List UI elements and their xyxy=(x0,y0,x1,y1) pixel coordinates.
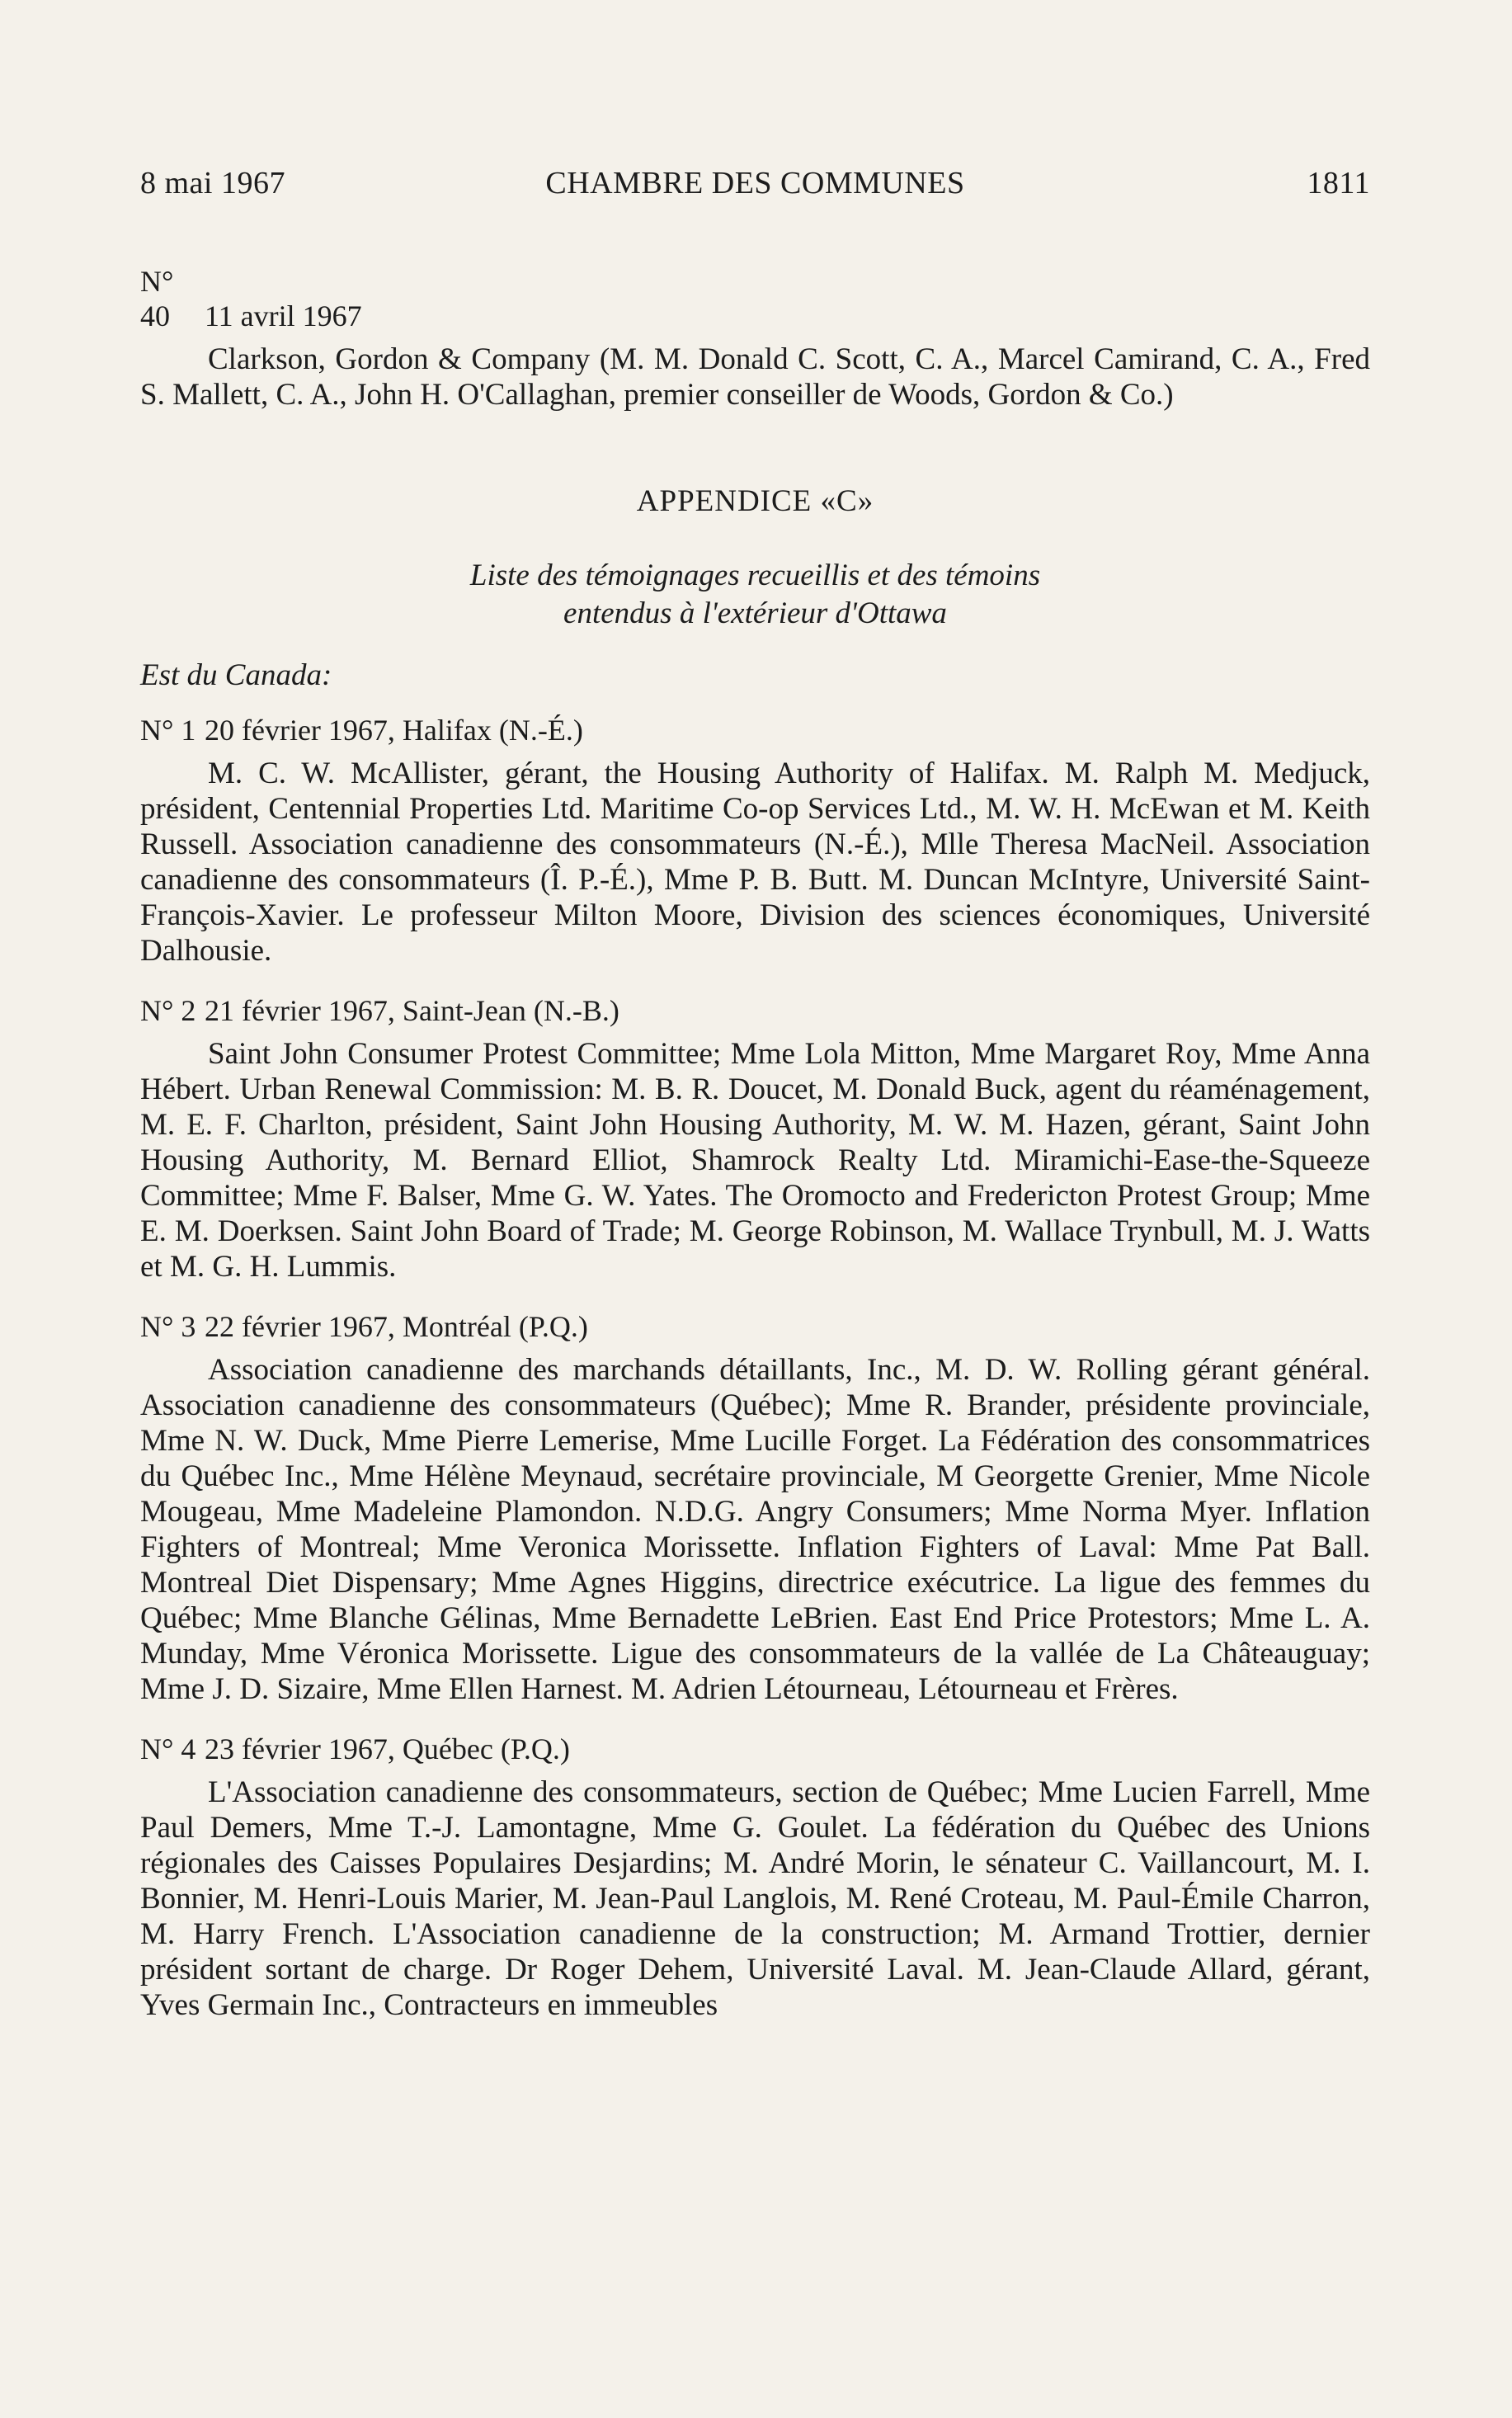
entry-heading xyxy=(140,713,1370,747)
entry-number: N° 40 xyxy=(140,265,174,332)
list-title xyxy=(140,557,1370,633)
list-title-line-2: entendus à l'extérieur d'Ottawa xyxy=(563,596,947,630)
entry-date: 11 avril 1967 xyxy=(205,299,362,332)
entry-date-place: 20 février 1967, Halifax (N.-É.) xyxy=(205,714,583,747)
entry-number: N° 3 xyxy=(140,1310,196,1343)
running-header xyxy=(140,165,1370,214)
entry-heading xyxy=(140,264,1370,333)
entry-heading xyxy=(140,1309,1370,1344)
entry-number: N° 2 xyxy=(140,994,196,1027)
entry-text: L'Association canadienne des consommateurs, section de Québec; Mme Lucien Farrell, Mme Paul Demers, Mme T.-J. Lamontagne, Mme G. Goulet. La fédération du Québec des Unions régionales des Caisses Populaires Desjardins; M. André Morin, le sénateur C. Vaillancourt, M. I. Bonnier, M. Henri-Louis Marier, M. Jean-Paul Langlois, M. René Croteau, M. Paul-Émile Charron, M. Harry French. L'Association canadienne de la construction; M. Armand Trottier, dernier président sortant de charge. Dr Roger Dehem, Université Laval. M. Jean-Claude Allard, gérant, Yves Germain Inc., Contracteurs en immeubles xyxy=(140,1775,1370,2022)
entry-text: Saint John Consumer Protest Committee; Mme Lola Mitton, Mme Margaret Roy, Mme Anna Hébert. Urban Renewal Commission: M. B. R. Doucet, M. Donald Buck, agent du réaménagement, M. E. F. Charlton, président, Saint John Housing Authority, M. W. M. Hazen, gérant, Saint John Housing Authority, M. Bernard Elliot, Shamrock Realty Ltd. Miramichi-Ease-the-Squeeze Committee; Mme F. Balser, Mme G. W. Yates. The Oromocto and Fredericton Protest Group; Mme E. M. Doerksen. Saint John Board of Trade; M. George Robinson, M. Wallace Trynbull, M. J. Watts et M. G. H. Lummis. xyxy=(140,1037,1370,1284)
entry-date-place: 21 février 1967, Saint-Jean (N.-B.) xyxy=(205,994,619,1027)
hearing-entry xyxy=(140,713,1370,969)
entry-date-place: 22 février 1967, Montréal (P.Q.) xyxy=(205,1310,588,1343)
intro-entry xyxy=(140,264,1370,412)
entry-heading xyxy=(140,993,1370,1028)
page-number: 1811 xyxy=(1307,166,1370,200)
entry-text: M. C. W. McAllister, gérant, the Housing Authority of Halifax. M. Ralph M. Medjuck, président, Centennial Properties Ltd. Maritime Co-op Services Ltd., M. W. H. McEwan et M. Keith Russell. Association canadienne des consommateurs (N.-É.), Mlle Theresa MacNeil. Association canadienne des consommateurs (Î. P.-É.), Mme P. B. Butt. M. Duncan McIntyre, Université Saint-François-Xavier. Le professeur Milton Moore, Division des sciences économiques, Université Dalhousie. xyxy=(140,757,1370,968)
entry-text: Clarkson, Gordon & Company (M. M. Donald C. Scott, C. A., Marcel Camirand, C. A., Fred S. Mallett, C. A., John H. O'Callaghan, premier conseiller de Woods, Gordon & Co.) xyxy=(140,342,1370,412)
region-heading: Est du Canada: xyxy=(140,658,332,692)
entry-number: N° 4 xyxy=(140,1732,196,1765)
list-title-line-1: Liste des témoignages recueillis et des témoins xyxy=(469,559,1041,592)
entry-number: N° 1 xyxy=(140,714,196,747)
hearing-entry xyxy=(140,993,1370,1284)
entry-heading xyxy=(140,1732,1370,1766)
header-chamber: CHAMBRE DES COMMUNES xyxy=(545,166,965,200)
hearing-entry xyxy=(140,1732,1370,2023)
hearing-entry xyxy=(140,1309,1370,1707)
header-date: 8 mai 1967 xyxy=(140,166,285,200)
entry-date-place: 23 février 1967, Québec (P.Q.) xyxy=(205,1732,570,1765)
entry-text: Association canadienne des marchands détaillants, Inc., M. D. W. Rolling gérant général. Association canadienne des consommateurs (Québec); Mme R. Brander, présidente provinciale, Mme N. W. Duck, Mme Pierre Lemerise, Mme Lucille Forget. La Fédération des consommatrices du Québec Inc., Mme Hélène Meynaud, secrétaire provinciale, M Georgette Grenier, Mme Nicole Mougeau, Mme Madeleine Plamondon. N.D.G. Angry Consumers; Mme Norma Myer. Inflation Fighters of Montreal; Mme Veronica Morissette. Inflation Fighters of Laval: Mme Pat Ball. Montreal Diet Dispensary; Mme Agnes Higgins, directrice exécutrice. La ligue des femmes du Québec; Mme Blanche Gélinas, Mme Bernadette LeBrien. East End Price Protestors; Mme L. A. Munday, Mme Véronica Morissette. Ligue des consommateurs de la vallée de La Châteauguay; Mme J. D. Sizaire, Mme Ellen Harnest. M. Adrien Létourneau, Létourneau et Frères. xyxy=(140,1353,1370,1706)
appendix-title: APPENDICE «C» xyxy=(636,484,874,518)
